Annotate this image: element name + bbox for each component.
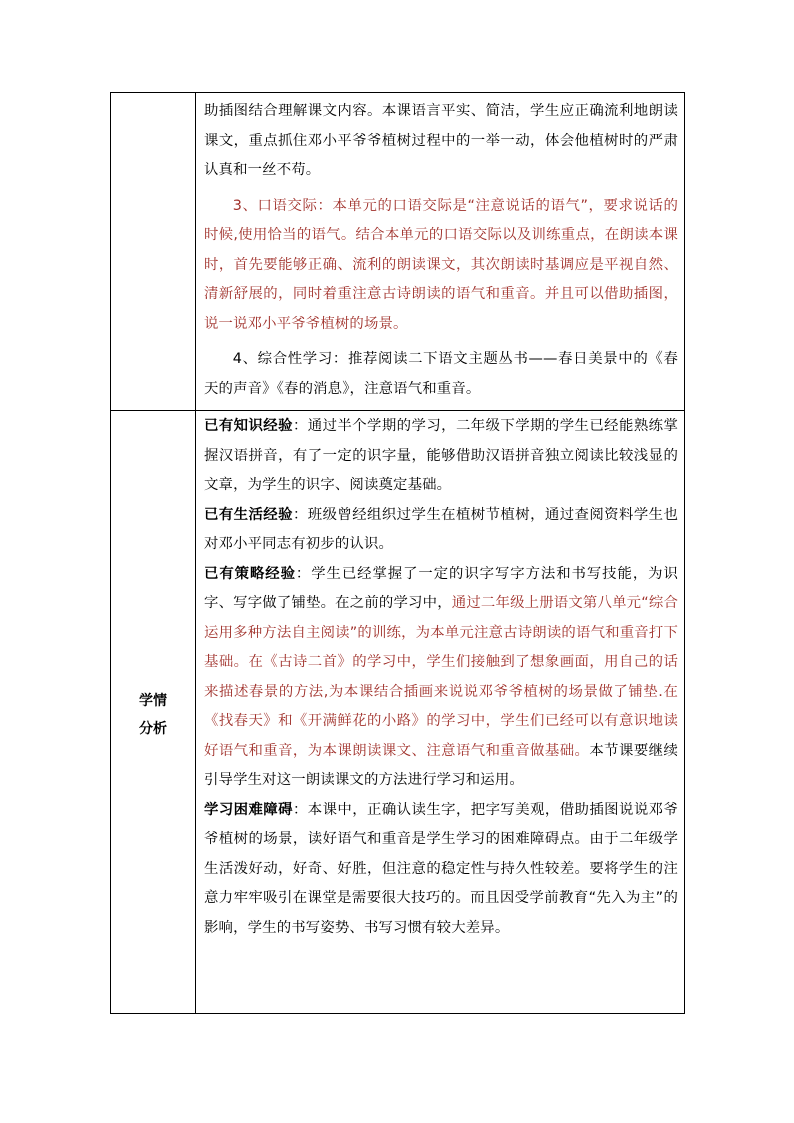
table-row-student-analysis [111, 411, 685, 1014]
heading-strategy-experience: 已有策略经验 [204, 565, 296, 582]
text-strategy-tail: 本节课要继续引导学生对这一朗读课文的方法进行学习和运用。 [204, 742, 679, 788]
row-label-cell-empty [111, 93, 196, 411]
text-life-experience: ：班级曾经组织过学生在植树节植树，通过查阅资料学生也对邓小平同志有初步的认识。 [204, 506, 679, 552]
lesson-plan-table [110, 92, 685, 1014]
row-label-cell [111, 411, 196, 1014]
row-label-line-2: 分析 [139, 721, 167, 737]
content-cell-bottom [196, 411, 685, 1014]
row-label-line-1: 学情 [139, 693, 167, 709]
paragraph-prior-knowledge [204, 412, 678, 501]
text-learning-difficulty: ：本课中，正确认读生字，把字写美观，借助插图说说邓爷爷植树的场景，读好语气和重音是学生学习的困难障碍点。由于二年级学生活泼好动，好奇、好胜，但注意的稳定性与持久性较差。要将学生的注意力牢牢吸引在课堂是需要很大技巧的。而且因受学前教育“先入为主”的影响，学生的书写姿势、书写习惯有较大差异。 [204, 801, 679, 936]
paragraph-life-experience [204, 501, 678, 560]
paragraph-oral-communication: 3、口语交际：本单元的口语交际是“注意说话的语气”，要求说话的时候,使用恰当的语气。结合本单元的口语交际以及训练重点，在朗读本课时，首先要能够正确、流利的朗读课文，其次朗读时基调应是平视自然、清新舒展的，同时着重注意古诗朗读的语气和重音。并且可以借助插图，说一说邓小平爷爷植树的场景。 [204, 197, 678, 332]
paragraph-learning-difficulty [204, 796, 678, 944]
paragraph-strategy-experience [204, 560, 678, 796]
heading-life-experience: 已有生活经验 [204, 506, 293, 523]
heading-prior-knowledge: 已有知识经验 [204, 418, 293, 434]
text-prior-knowledge: ：通过半个学期的学习，二年级下学期的学生已经能熟练掌握汉语拼音，有了一定的识字量，能够借助汉语拼音独立阅读比较浅显的文章，为学生的识字、阅读奠定基础。 [204, 418, 679, 493]
table-row-textbook-analysis [111, 93, 685, 411]
text-strategy-intro: ：学生已经掌握了一定的识字写字方法和书写技能，为识字、写字做了铺垫。在之前的学习中， [204, 565, 678, 611]
row-label-student-analysis [139, 687, 167, 743]
paragraph-comprehensive-learning: 4、综合性学习：推荐阅读二下语文主题丛书——春日美景中的《春天的声音》《春的消息》，注意语气和重音。 [204, 351, 678, 397]
heading-learning-difficulty: 学习困难障碍 [204, 801, 293, 818]
text-strategy-highlight: 通过二年级上册语文第八单元“综合运用多种方法自主阅读”的训练，为本单元注意古诗朗读的语气和重音打下基础。在《古诗二首》的学习中，学生们接触到了想象画面，用自己的话来描述春景的方法,为本课结合插画来说说邓爷爷植树的场景做了铺垫.在《找春天》和《开满鲜花的小路》的学习中，学生们已经可以有意识地读好语气和重音，为本课朗读课文、注意语气和重音做基础。 [204, 595, 678, 759]
content-cell-top [196, 93, 685, 411]
paragraph-illustration-reading: 助插图结合理解课文内容。本课语言平实、简洁，学生应正确流利地朗读课文，重点抓住邓小平爷爷植树过程中的一举一动，体会他植树时的严肃认真和一丝不苟。 [204, 103, 678, 178]
